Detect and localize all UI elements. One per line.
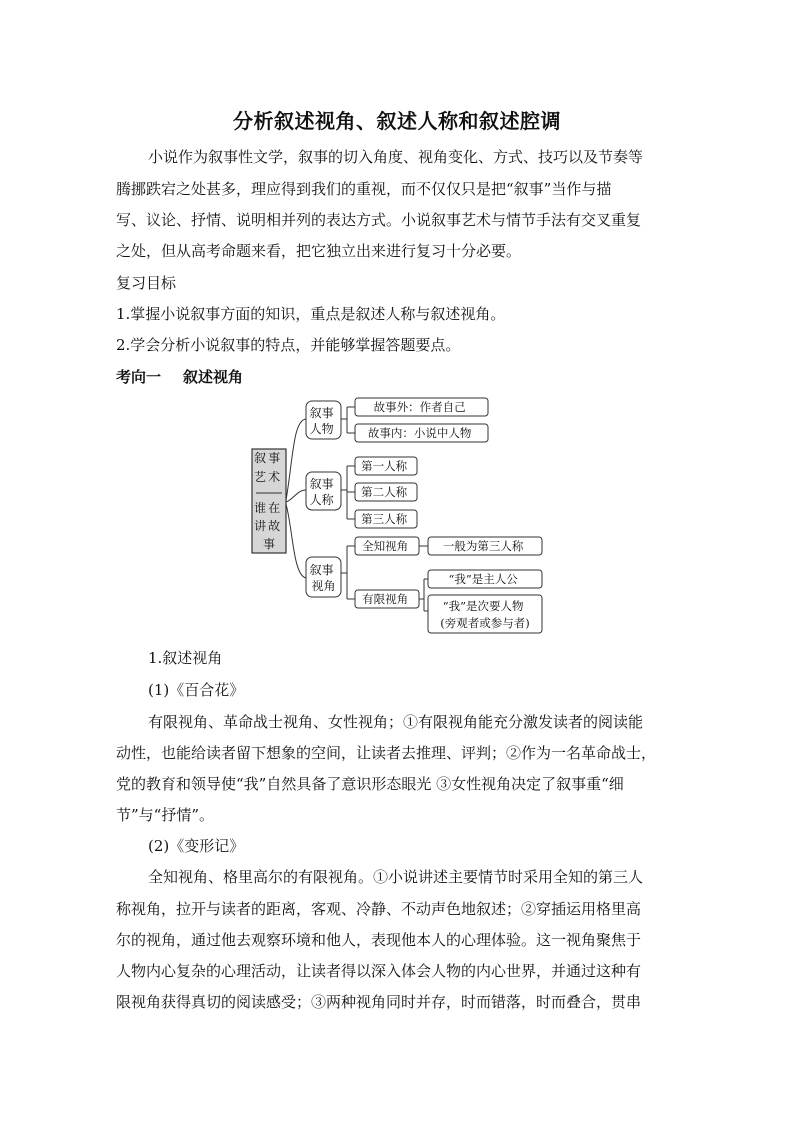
connector (341, 466, 355, 519)
connector (286, 419, 306, 500)
item1-line: 党的教育和领导使“我”自然具备了意识形态眼光 ③女性视角决定了叙事重“细 (116, 775, 624, 793)
item2-line: 人物内心复杂的心理活动，让读者得以深入体会人物的内心世界，并通过这种有 (116, 962, 642, 980)
leaf-label: “我”是次要人物 (442, 599, 524, 613)
connector (286, 504, 306, 578)
subheading: 1.叙述视角 (148, 649, 223, 667)
svg-text:叙事 人物 叙事 人称 (310, 405, 338, 593)
leaf-label: “我”是主人公 (448, 572, 518, 586)
leaf-label: 第一人称 (361, 459, 408, 473)
root-char: 事 (268, 451, 281, 465)
item2-line: 称视角，拉开与读者的距离，客观、冷静、不动声色地叙述；②穿插运用格里高 (116, 900, 642, 918)
branch-label: 叙事 (309, 563, 334, 577)
objective-2: 2.学会分析小说叙事的特点，并能够掌握答题要点。 (116, 336, 461, 354)
leaf-label: 全知视角 (362, 539, 409, 553)
item2-line: 尔的视角，通过他去观察环境和他人，表现他本人的心理体验。这一视角聚焦于 (116, 931, 642, 949)
branch-label: 叙事 (309, 406, 334, 420)
item1-title: (1)《百合花》 (148, 681, 245, 699)
leaf-label: 第二人称 (361, 485, 408, 499)
objective-1: 1.掌握小说叙事方面的知识，重点是叙述人称与叙述视角。 (116, 305, 506, 323)
intro-line: 腾挪跌宕之处甚多，理应得到我们的重视，而不仅仅只是把“叙事”当作与描 (116, 180, 612, 198)
root-char: 艺 (254, 470, 267, 484)
leaf-label: (旁观者或参与者) (440, 616, 530, 630)
intro-line: 小说作为叙事性文学，叙事的切入角度、视角变化、方式、技巧以及节奏等 (148, 148, 644, 166)
leaf-label: 故事外：作者自己 (373, 400, 466, 414)
section-label: 考向一 (116, 368, 162, 386)
item2-line: 全知视角、格里高尔的有限视角。①小说讲述主要情节时采用全知的第三人 (148, 868, 644, 886)
intro-line: 写、议论、抒情、说明相并列的表达方式。小说叙事艺术与情节手法有交叉重复 (116, 211, 642, 229)
branch-label: 视角 (311, 579, 336, 593)
connector (341, 546, 355, 599)
root-char: 讲 (254, 519, 267, 533)
page-title: 分析叙述视角、叙述人称和叙述腔调 (233, 109, 561, 133)
branch-label: 人称 (309, 493, 334, 507)
item1-line: 节”与“抒情”。 (116, 806, 215, 824)
leaf-label: 一般为第三人称 (442, 539, 524, 553)
item2-title: (2)《变形记》 (148, 837, 245, 855)
intro-line: 之处，但从高考命题来看，把它独立出来进行复习十分必要。 (116, 242, 522, 260)
item1-line: 有限视角、革命战士视角、女性视角；①有限视角能充分激发读者的阅读能 (148, 713, 644, 731)
connector (419, 579, 428, 611)
root-char: 术 (268, 470, 281, 484)
branch-label: 人物 (309, 422, 334, 436)
root-char: 事 (262, 537, 276, 551)
leaf-label: 有限视角 (362, 592, 409, 606)
root-char: 谁 (254, 501, 267, 515)
leaf-label: 故事内：小说中人物 (367, 426, 472, 440)
section-title: 叙述视角 (183, 368, 244, 386)
item2-line: 限视角获得真切的阅读感受；③两种视角同时并存，时而错落，时而叠合，贯串 (116, 993, 642, 1011)
review-heading: 复习目标 (116, 274, 177, 292)
connector (341, 407, 355, 433)
root-char: 故 (268, 519, 281, 533)
root-char: 叙 (254, 451, 267, 465)
root-char: 在 (268, 501, 281, 515)
item1-line: 动性，也能给读者留下想象的空间，让读者去推理、评判；②作为一名革命战士， (116, 744, 657, 762)
branch-label: 叙事 (309, 477, 334, 491)
leaf-label: 第三人称 (361, 512, 408, 526)
connector (286, 490, 306, 502)
